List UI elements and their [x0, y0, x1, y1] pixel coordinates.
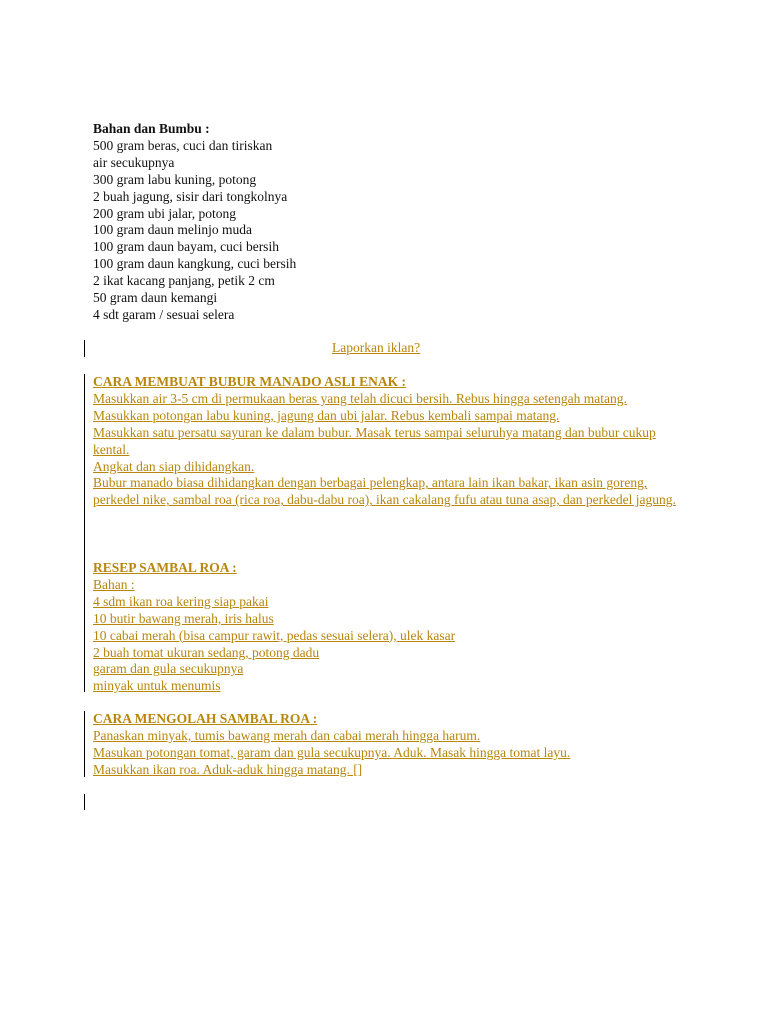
list-item[interactable]: 10 cabai merah (bisa campur rawit, pedas sesuai selera), ulek kasar	[93, 627, 456, 643]
ingredient-item: 2 ikat kacang panjang, petik 2 cm	[93, 273, 275, 289]
step-item[interactable]: Masukan potongan tomat, garam dan gula secukupnya. Aduk. Masak hingga tomat layu.	[93, 744, 571, 760]
step-item[interactable]: Masukkan satu persatu sayuran ke dalam bubur. Masak terus sampai seluruhya matang dan bubur cukup kental.	[93, 424, 656, 457]
section-title[interactable]: CARA MEMBUAT BUBUR MANADO ASLI ENAK :	[93, 374, 407, 389]
step-item[interactable]: Masukkan ikan roa. Aduk-aduk hingga matang. []	[93, 761, 363, 777]
ingredient-item: 300 gram labu kuning, potong	[93, 171, 257, 187]
section-title[interactable]: CARA MENGOLAH SAMBAL ROA :	[93, 711, 318, 726]
text-cursor-bar	[84, 794, 85, 810]
list-item[interactable]: Bahan :	[93, 576, 135, 592]
list-item[interactable]: 2 buah tomat ukuran sedang, potong dadu	[93, 644, 320, 660]
step-item[interactable]: Panaskan minyak, tumis bawang merah dan cabai merah hingga harum.	[93, 727, 481, 743]
ingredient-item: 2 buah jagung, sisir dari tongkolnya	[93, 188, 288, 204]
step-item[interactable]: Masukkan air 3-5 cm di permukaan beras yang telah dicuci bersih. Rebus hingga setengah matang.	[93, 390, 627, 406]
ingredient-item: air secukupnya	[93, 154, 175, 170]
ingredient-item: 100 gram daun kangkung, cuci bersih	[93, 256, 297, 272]
ingredients-block	[93, 121, 693, 324]
ingredient-item: 4 sdt garam / sesuai selera	[93, 306, 235, 322]
cara-membuat-section	[93, 374, 678, 509]
step-item[interactable]: Bubur manado biasa dihidangkan dengan berbagai pelengkap, antara lain ikan bakar, ikan asin goreng, perkedel nike, sambal roa (rica roa, dabu-dabu roa), ikan cakalang fufu atau tuna asap, dan perkedel jagung.	[93, 475, 676, 508]
ingredients-heading: Bahan dan Bumbu :	[93, 121, 210, 136]
ingredient-item: 200 gram ubi jalar, potong	[93, 205, 237, 221]
ad-report-row	[0, 340, 768, 358]
step-item[interactable]: Angkat dan siap dihidangkan.	[93, 458, 255, 474]
list-item[interactable]: 10 butir bawang merah, iris halus	[93, 610, 274, 626]
step-item[interactable]: Masukkan potongan labu kuning, jagung dan ubi jalar. Rebus kembali sampai matang.	[93, 407, 560, 423]
ingredient-item: 500 gram beras, cuci dan tiriskan	[93, 137, 273, 153]
ingredient-item: 100 gram daun melinjo muda	[93, 222, 252, 238]
revision-bar	[84, 711, 85, 777]
text-cursor-bar	[84, 340, 85, 357]
list-item[interactable]: garam dan gula secukupnya	[93, 661, 244, 677]
cara-mengolah-section	[93, 711, 678, 779]
report-ad-link[interactable]: Laporkan iklan?	[332, 340, 421, 355]
section-title[interactable]: RESEP SAMBAL ROA :	[93, 560, 237, 575]
ingredient-item: 100 gram daun bayam, cuci bersih	[93, 239, 279, 255]
ingredient-item: 50 gram daun kemangi	[93, 290, 218, 306]
resep-sambal-section	[93, 560, 678, 695]
revision-bar	[84, 374, 85, 692]
list-item[interactable]: 4 sdm ikan roa kering siap pakai	[93, 593, 269, 609]
list-item[interactable]: minyak untuk menumis	[93, 678, 221, 694]
